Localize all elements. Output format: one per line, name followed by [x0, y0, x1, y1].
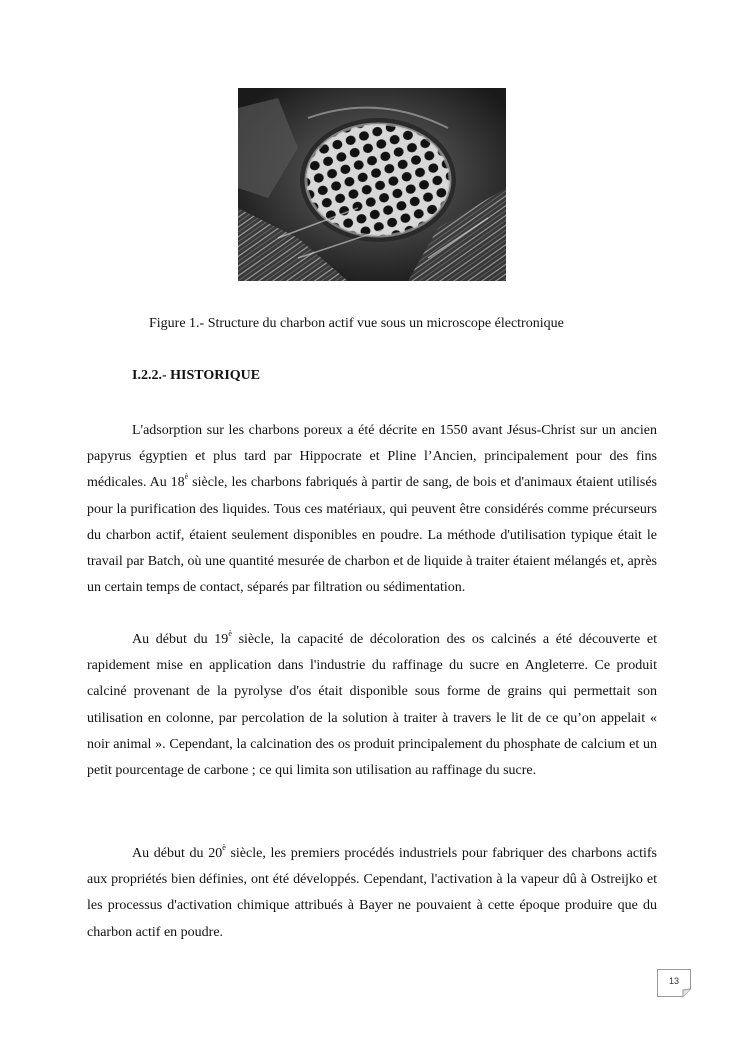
page-number: 13 — [668, 976, 679, 986]
figure-caption: Figure 1.- Structure du charbon actif vue sous un microscope électronique — [149, 316, 564, 331]
figure-sem-micrograph — [238, 88, 506, 281]
section-heading: I.2.2.- HISTORIQUE — [132, 368, 261, 383]
paragraph-2: Au début du $19^è$ siècle, la capacité de décoloration des os calcinés a été découverte et rapidement mise en application dans l'industrie du raffinage du sucre en Angleterre. Ce produit calciné provenant de la pyrolyse d'os était disponible sous forme de grains qui permettait son utilisation en colonne, par percolation de la solution à traiter à travers le lit de ce qu’on appelait « noir animal ». Cependant, la calcination des os produit principalement du phosphate de calcium et un petit pourcentage de carbone ; ce qui limita son utilisation au raffinage du sucre. — [87, 629, 657, 779]
paragraph-3: Au début du $20^è$ siècle, les premiers procédés industriels pour fabriquer des charbons actifs aux propriétés bien définies, ont été développés. Cependant, l'activation à la vapeur dû à Ostreijko et les processus d'activation chimique attribués à Bayer ne pouvaient à cette époque produire que du charbon actif en poudre. — [87, 843, 657, 940]
page-number-badge — [657, 969, 691, 997]
paragraph-1: L'adsorption sur les charbons poreux a été décrite en 1550 avant Jésus-Christ sur un ancien papyrus égyptien et plus tard par Hippocrate et Pline l’Ancien, principalement pour des fins médicales. Au $18^è$ siècle, les charbons fabriqués à partir de sang, de bois et d'animaux étaient utilisés pour la purification des liquides. Tous ces matériaux, qui peuvent être considérés comme précurseurs du charbon actif, étaient seulement disponibles en poudre. La méthode d'utilisation typique était le travail par Batch, où une quantité mesurée de charbon et de liquide à traiter étaient mélangés et, après un certain temps de contact, séparés par filtration ou sédimentation. — [87, 423, 658, 596]
